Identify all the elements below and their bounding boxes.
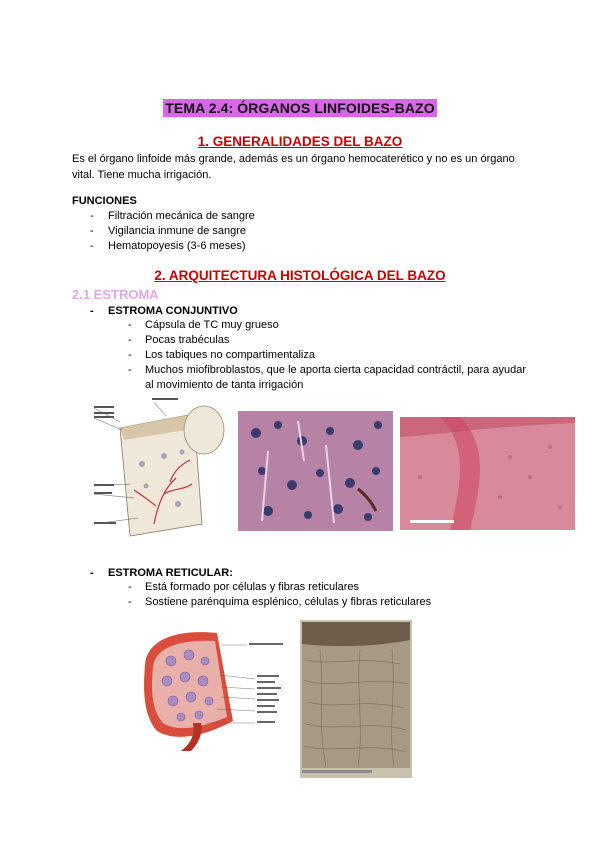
bullet-dash: - <box>90 240 94 252</box>
funciones-label: FUNCIONES <box>72 195 137 207</box>
document-title <box>0 100 600 118</box>
conjuntivo-items <box>128 318 526 393</box>
title-text: TEMA 2.4: ÓRGANOS LINFOIDES-BAZO <box>165 100 435 116</box>
bullet-dash: - <box>90 225 94 237</box>
bullet-dash: - <box>128 364 132 376</box>
section-1-heading: 1. GENERALIDADES DEL BAZO <box>197 134 403 149</box>
spleen-schematic-figure <box>94 394 228 546</box>
list-item: - Está formado por células y fibras reticulares <box>128 581 359 593</box>
list-item: - Sostiene parénquima esplénico, células y fibras reticulares <box>128 596 432 608</box>
bullet-dash: - <box>90 567 94 579</box>
list-item: - Muchos miofibroblastos, que le aporta cierta capacidad contráctil, para ayudar al movimiento de tanta irrigación <box>128 364 526 391</box>
section-1-paragraph: Es el órgano linfoide más grande, además es un órgano hemocaterético y no es un órgano vital. Tiene mucha irrigación. <box>72 153 515 181</box>
bullet-dash: - <box>90 210 94 222</box>
reticular-items <box>128 580 432 610</box>
section-2-heading: 2. ARQUITECTURA HISTOLÓGICA DEL BAZO <box>154 268 446 283</box>
spleen-histology-pink <box>400 417 575 530</box>
list-item: - Pocas trabéculas <box>128 334 230 346</box>
list-item: - Vigilancia inmune de sangre <box>90 225 246 237</box>
conjuntivo-list <box>90 304 238 319</box>
list-item: - Hematopoyesis (3-6 meses) <box>90 240 246 252</box>
list-item: - Filtración mecánica de sangre <box>90 210 255 222</box>
bullet-dash: - <box>128 581 132 593</box>
list-item: - Cápsula de TC muy grueso <box>128 319 279 331</box>
list-item: - ESTROMA RETICULAR: <box>90 567 233 579</box>
spleen-histology-purple <box>238 411 393 531</box>
funciones-list <box>90 209 255 254</box>
spleen-section-illustration <box>137 625 292 752</box>
bullet-dash: - <box>128 349 132 361</box>
reticular-fibers-micrograph <box>300 620 412 778</box>
bullet-dash: - <box>128 596 132 608</box>
estroma-subheading: 2.1 ESTROMA <box>72 287 159 302</box>
bullet-dash: - <box>128 334 132 346</box>
list-item: - Los tabiques no compartimentaliza <box>128 349 315 361</box>
reticular-list <box>90 566 233 581</box>
list-item: - ESTROMA CONJUNTIVO <box>90 305 238 317</box>
bullet-dash: - <box>90 305 94 317</box>
bullet-dash: - <box>128 319 132 331</box>
